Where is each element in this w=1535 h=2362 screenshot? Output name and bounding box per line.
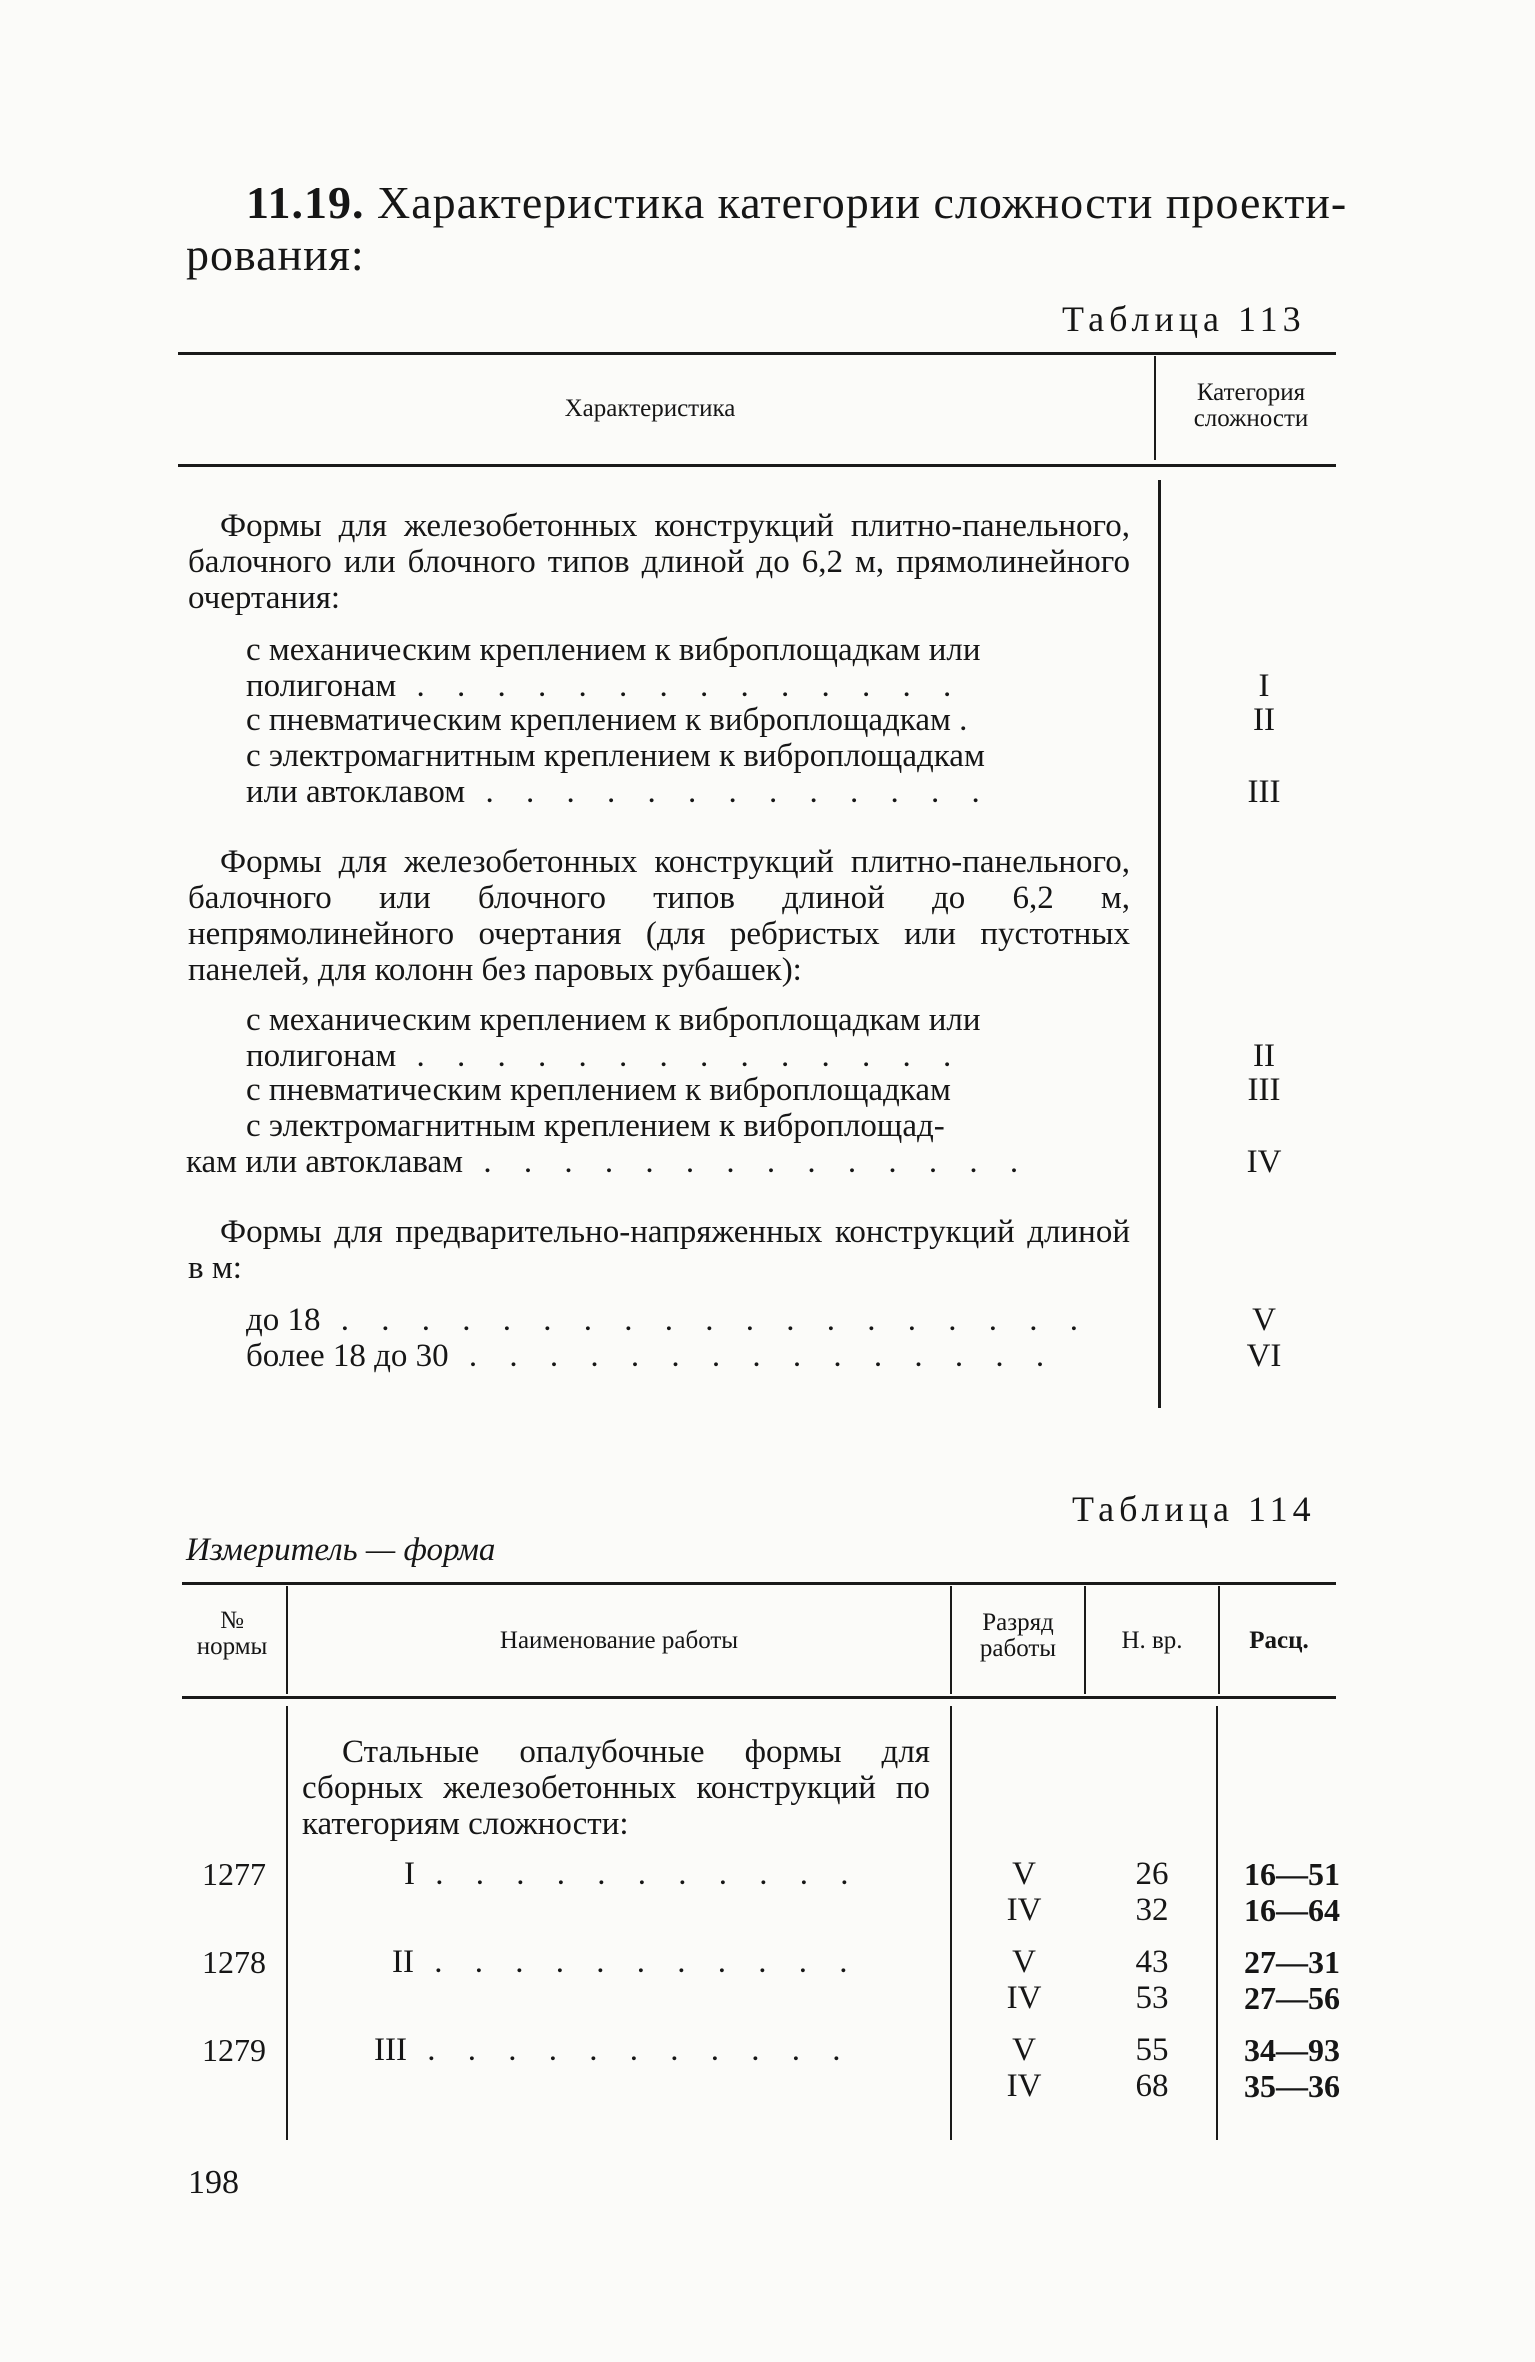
group-2-item-2-category: III: [1247, 1072, 1281, 1108]
header-category: Категория сложности: [1193, 379, 1309, 432]
group-1-item-2-category: II: [1253, 702, 1275, 738]
row-1277-time-2: 32: [1135, 1892, 1169, 1928]
header-norm-no: № нормы: [196, 1607, 268, 1660]
row-1279-category: III . . . . . . . . . . .: [374, 2032, 853, 2068]
group-1-item-3-line2: или автоклавом . . . . . . . . . . . . .: [246, 774, 992, 810]
group-2-item-3-category: IV: [1246, 1144, 1282, 1180]
t114-div-3: [1084, 1586, 1086, 1694]
group-1-item-1-line1: с механическим креплением к виброплощадкам или: [246, 632, 981, 668]
group-1-item-1-category: I: [1258, 668, 1270, 704]
row-1277-rate-1: 16—51: [1244, 1856, 1340, 1892]
norm-1279: 1279: [202, 2032, 266, 2068]
table-113-label: Таблица 113: [1062, 299, 1306, 339]
t114-div-2: [950, 1586, 952, 1694]
section-number: 11.19.: [246, 177, 365, 228]
row-1278-grade-1: V: [1012, 1944, 1036, 1980]
row-1279-rate-1: 34—93: [1244, 2032, 1340, 2068]
table-114-top-rule: [182, 1582, 1336, 1585]
group-1-item-3-category: III: [1247, 774, 1281, 810]
t114-div-4: [1218, 1586, 1220, 1694]
row-1277-rate-2: 16—64: [1244, 1892, 1340, 1928]
header-time: Н. вр.: [1121, 1627, 1183, 1654]
row-1279-grade-1: V: [1012, 2032, 1036, 2068]
table-113-column-divider: [1158, 480, 1161, 1408]
header-grade: Разряд работы: [979, 1609, 1057, 1662]
group-3-item-1-category: V: [1252, 1302, 1276, 1338]
row-1278-rate-2: 27—56: [1244, 1980, 1340, 2016]
norm-1278: 1278: [202, 1944, 266, 1980]
group-3-item-2-category: VI: [1246, 1338, 1282, 1374]
group-2-intro: Формы для железобетонных конструкций плитно-панельного, балочного или блочного типов длиной до 6,2 м, непрямолинейного очертания (для ребристых или пустотных панелей, для колонн без паровых рубашек):: [188, 844, 1130, 988]
section-title-line1: Характеристика категории сложности проекти-: [376, 177, 1348, 228]
row-1278-rate-1: 27—31: [1244, 1944, 1340, 1980]
table-114-header-rule: [182, 1696, 1336, 1699]
norm-1277: 1277: [202, 1856, 266, 1892]
group-3-item-1-line1: до 18 . . . . . . . . . . . . . . . . . . .: [246, 1302, 1091, 1338]
row-1277-grade-2: IV: [1006, 1892, 1042, 1928]
table-113-header-divider: [1154, 356, 1156, 460]
row-1277-category: I . . . . . . . . . . .: [404, 1856, 861, 1892]
t114-col-2: [950, 1706, 952, 2140]
row-1279-grade-2: IV: [1006, 2068, 1042, 2104]
group-2-item-1-line1: с механическим креплением к виброплощадкам или: [246, 1002, 981, 1038]
header-characteristic: Характеристика: [564, 395, 736, 422]
group-2-item-3-line1: с электромагнитным креплением к виброплощад-: [246, 1108, 945, 1144]
header-work-name: Наименование работы: [499, 1627, 739, 1654]
table-114-meter: Измеритель — форма: [186, 1532, 496, 1568]
header-rate: Расц.: [1249, 1627, 1309, 1654]
group-1-item-3-line1: с электромагнитным креплением к виброплощадкам: [246, 738, 985, 774]
group-3-item-2-line1: более 18 до 30 . . . . . . . . . . . . . . .: [246, 1338, 1057, 1374]
row-1278-category: II . . . . . . . . . . .: [392, 1944, 860, 1980]
group-1-item-1-line2: полигонам . . . . . . . . . . . . . .: [246, 668, 964, 704]
t114-col-3: [1216, 1706, 1218, 2140]
row-1278-grade-2: IV: [1006, 1980, 1042, 2016]
group-1-intro: Формы для железобетонных конструкций плитно-панельного, балочного или блочного типов длиной до 6,2 м, прямолинейного очертания:: [188, 508, 1130, 616]
t114-div-1: [286, 1586, 288, 1694]
row-1279-rate-2: 35—36: [1244, 2068, 1340, 2104]
row-1279-time-1: 55: [1135, 2032, 1169, 2068]
group-2-item-3-line2: кам или автоклавам . . . . . . . . . . . . . .: [186, 1144, 1031, 1180]
group-2-item-2-line1: с пневматическим креплением к виброплощадкам: [246, 1072, 951, 1108]
group-2-item-1-category: II: [1253, 1038, 1275, 1074]
row-1277-grade-1: V: [1012, 1856, 1036, 1892]
group-3-intro: Формы для предварительно-напряженных конструкций длиной в м:: [188, 1214, 1130, 1286]
table-113-top-rule: [178, 352, 1336, 355]
row-1279-time-2: 68: [1135, 2068, 1169, 2104]
section-title-line2: рования:: [186, 229, 365, 280]
table-114-intro: Стальные опалубочные формы для сборных железобетонных конструкций по категориям сложности:: [302, 1734, 930, 1842]
table-114-label: Таблица 114: [1072, 1489, 1316, 1529]
group-1-item-2-line1: с пневматическим креплением к виброплощадкам .: [246, 702, 968, 738]
row-1277-time-1: 26: [1135, 1856, 1169, 1892]
group-2-item-1-line2: полигонам . . . . . . . . . . . . . .: [246, 1038, 964, 1074]
row-1278-time-2: 53: [1135, 1980, 1169, 2016]
page-number: 198: [188, 2164, 239, 2201]
row-1278-time-1: 43: [1135, 1944, 1169, 1980]
table-113-header-rule: [178, 464, 1336, 467]
section-heading: [246, 176, 1347, 229]
t114-col-1: [286, 1706, 288, 2140]
